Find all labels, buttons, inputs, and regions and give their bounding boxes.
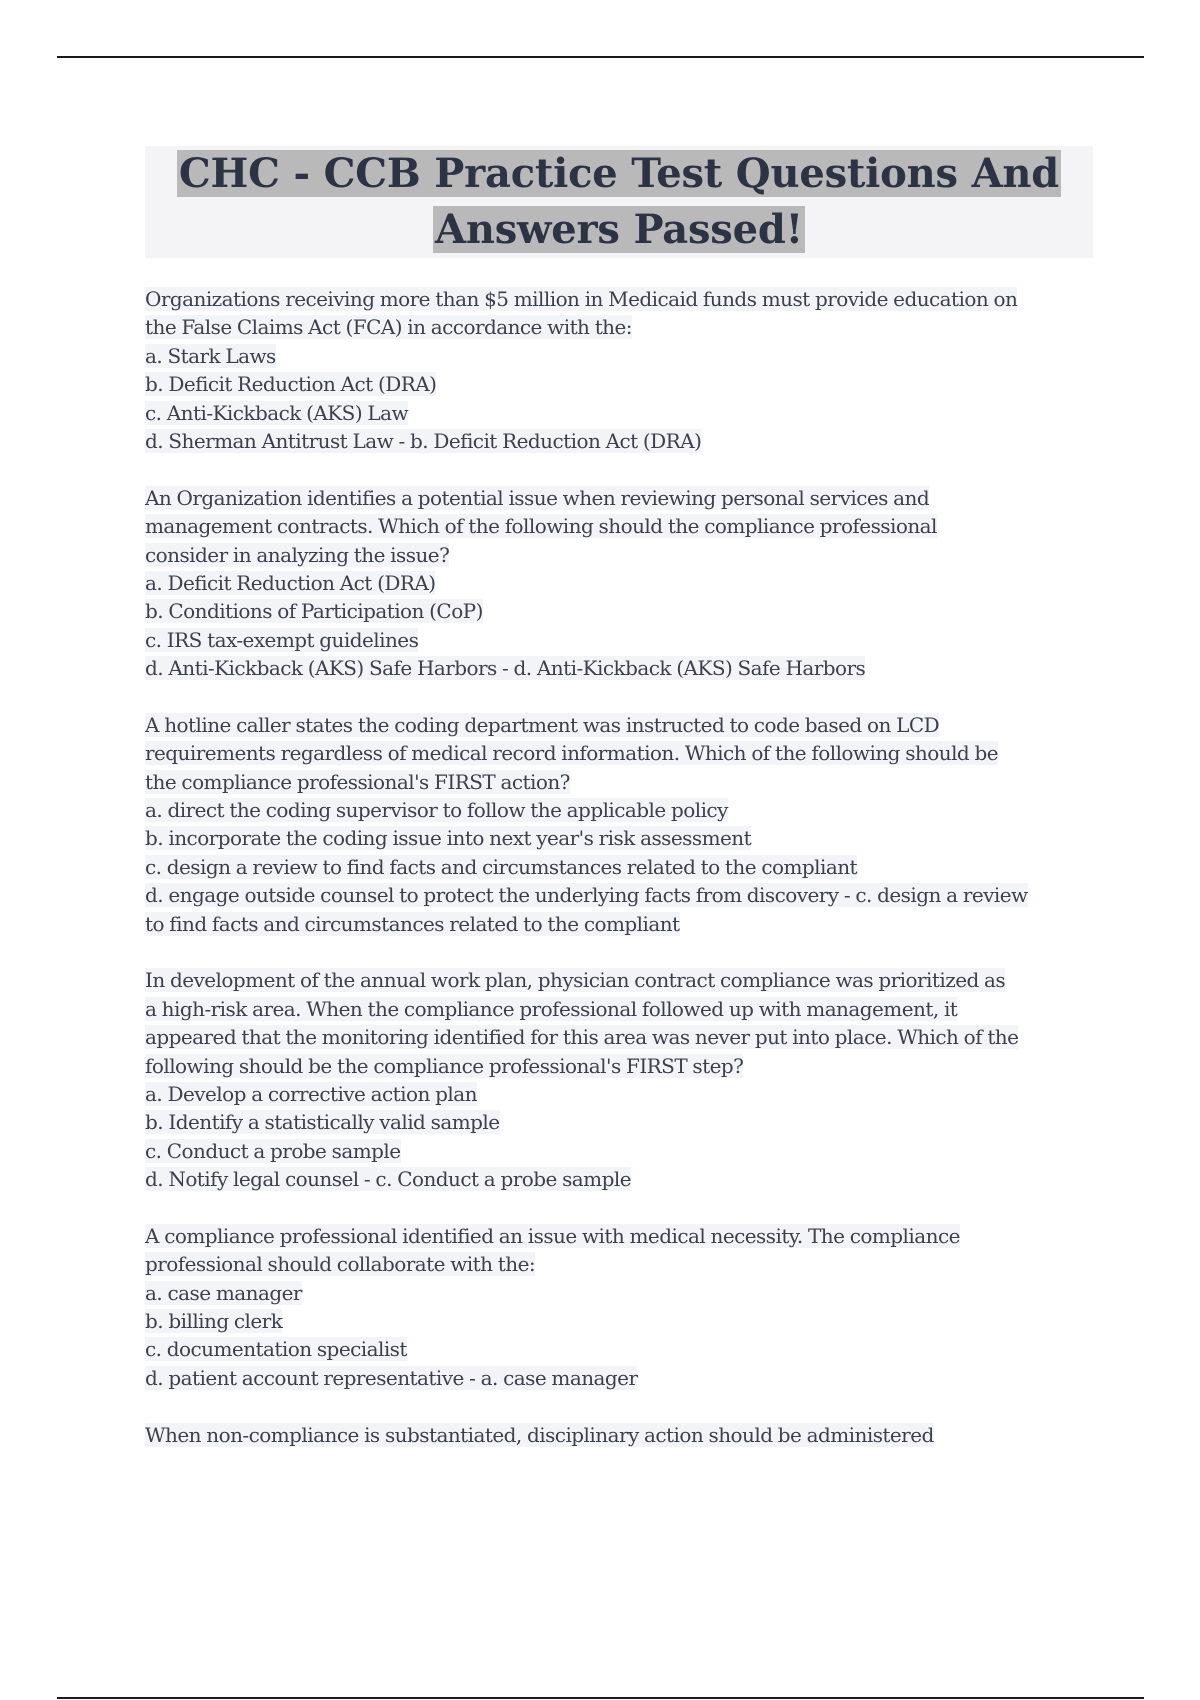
title-line: Answers Passed! [435,206,803,253]
text-line: An Organization identifies a potential issue when reviewing personal services and [145,485,930,510]
title-line: CHC - CCB Practice Test Questions And [178,150,1060,197]
text-line: A hotline caller states the coding department was instructed to code based on LCD [145,712,940,737]
option-line: a. Deficit Reduction Act (DRA) [145,570,436,595]
text-line: appeared that the monitoring identified for this area was never put into place. Which of the [145,1025,1019,1050]
text-line: When non-compliance is substantiated, disciplinary action should be administered [145,1422,934,1447]
question-block [145,966,1093,1193]
option-line: b. Conditions of Participation (CoP) [145,599,483,624]
option-line: a. case manager [145,1280,302,1305]
answer-line: to find facts and circumstances related to the compliant [145,911,680,936]
text-line: requirements regardless of medical record information. Which of the following should be [145,741,999,766]
text-line: professional should collaborate with the: [145,1252,536,1277]
answer-line: d. Anti-Kickback (AKS) Safe Harbors - d. Anti-Kickback (AKS) Safe Harbors [145,656,866,681]
answer-line: d. patient account representative - a. case manager [145,1365,638,1390]
option-line: c. documentation specialist [145,1337,407,1362]
text-line: the False Claims Act (FCA) in accordance with the: [145,315,632,340]
question-list [145,285,1093,1477]
text-line: In development of the annual work plan, physician contract compliance was prioritized as [145,968,1006,993]
top-rule [57,56,1144,58]
text-line: A compliance professional identified an issue with medical necessity. The compliance [145,1223,960,1248]
answer-line: d. engage outside counsel to protect the underlying facts from discovery - c. design a review [145,883,1028,908]
option-line: a. Develop a corrective action plan [145,1081,477,1106]
question-block [145,484,1093,683]
text-line: consider in analyzing the issue? [145,542,450,567]
option-line: c. IRS tax-exempt guidelines [145,627,419,652]
option-line: a. direct the coding supervisor to follow the applicable policy [145,798,728,823]
option-line: b. Identify a statistically valid sample [145,1110,500,1135]
option-line: b. billing clerk [145,1309,283,1334]
answer-line: d. Sherman Antitrust Law - b. Deficit Reduction Act (DRA) [145,428,702,453]
text-line: Organizations receiving more than $5 million in Medicaid funds must provide education on [145,287,1018,311]
text-line: a high-risk area. When the compliance professional followed up with management, it [145,996,958,1021]
text-line: the compliance professional's FIRST action? [145,769,570,794]
option-line: b. incorporate the coding issue into next year's risk assessment [145,826,752,851]
document-title [145,146,1093,258]
question-block [145,1222,1093,1392]
option-line: a. Stark Laws [145,343,276,368]
question-block [145,1421,1093,1449]
option-line: b. Deficit Reduction Act (DRA) [145,372,437,397]
option-line: c. design a review to find facts and circumstances related to the compliant [145,854,858,879]
text-line: management contracts. Which of the following should the compliance professional [145,514,937,539]
text-line: following should be the compliance professional's FIRST step? [145,1053,744,1078]
answer-line: d. Notify legal counsel - c. Conduct a probe sample [145,1167,631,1192]
option-line: c. Conduct a probe sample [145,1138,401,1163]
question-block [145,285,1093,455]
option-line: c. Anti-Kickback (AKS) Law [145,400,409,425]
bottom-rule [57,1697,1144,1699]
question-block [145,711,1093,938]
